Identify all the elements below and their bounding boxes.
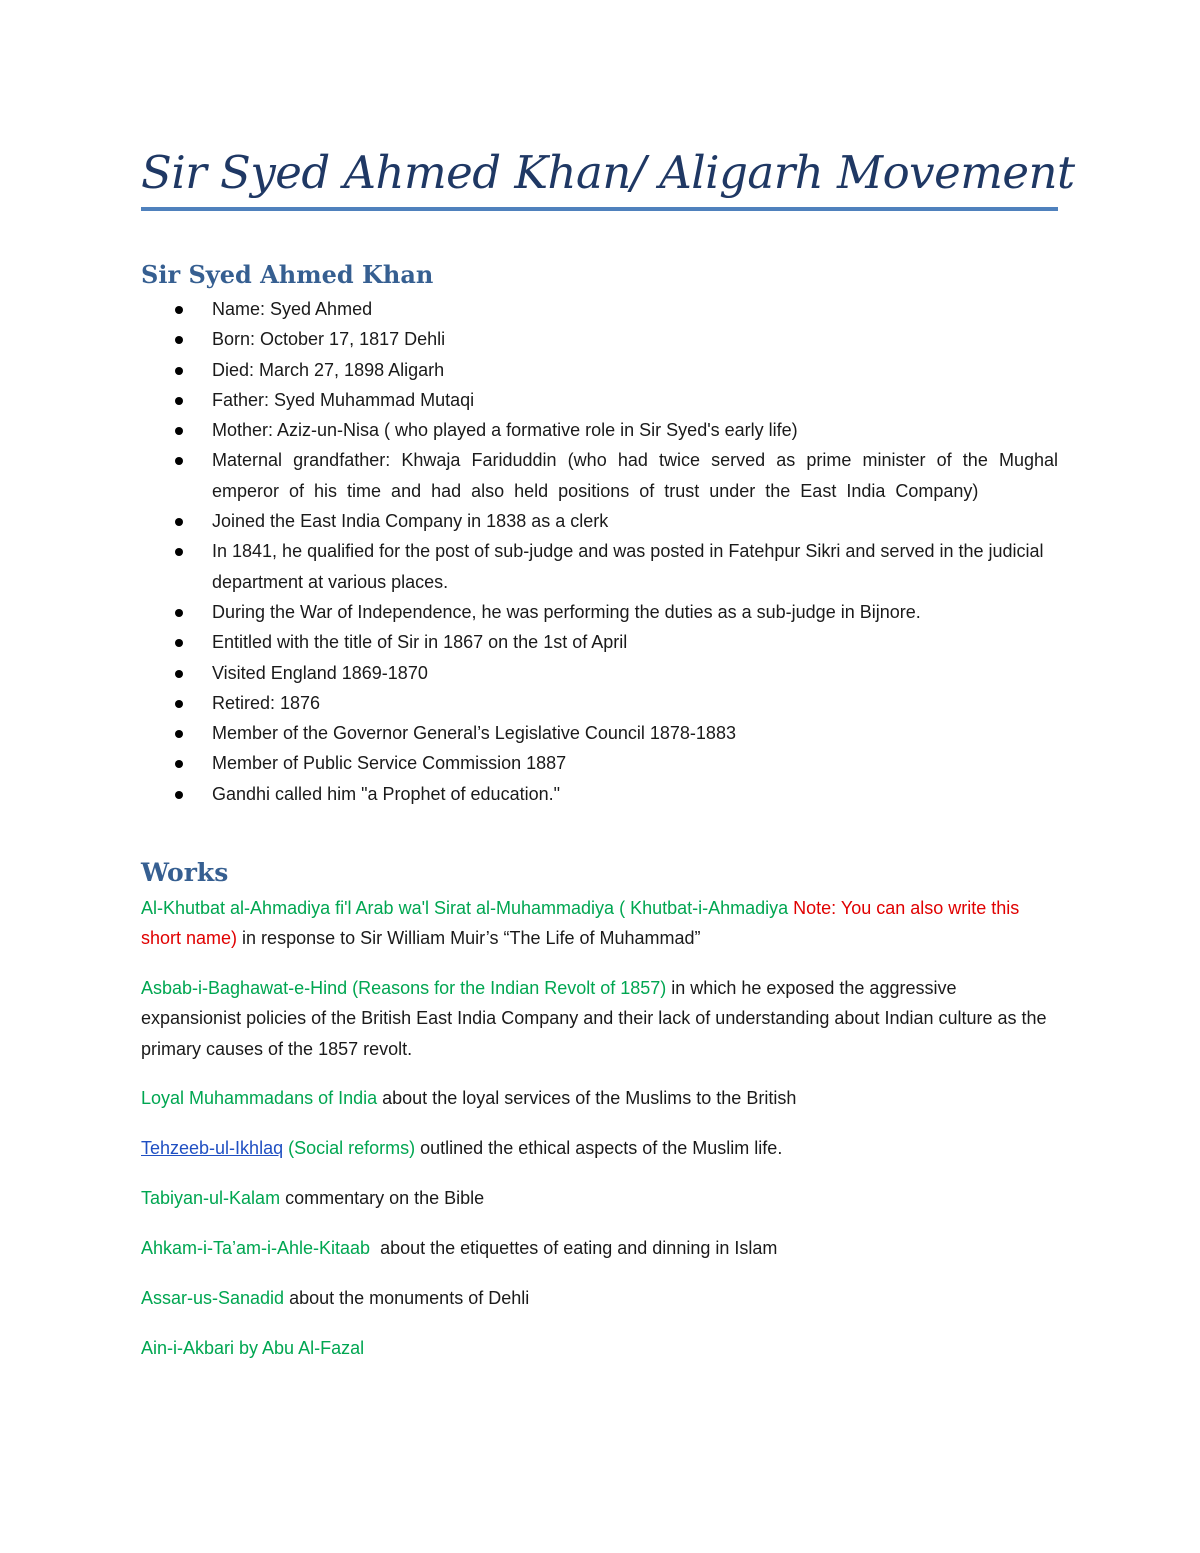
bullet-icon	[175, 427, 183, 435]
title-underline-rule	[141, 207, 1058, 211]
list-item: Mother: Aziz-un-Nisa ( who played a formative role in Sir Syed's early life)	[0, 415, 1058, 445]
list-item: In 1841, he qualified for the post of sub-judge and was posted in Fatehpur Sikri and served in the judicial department at various places.	[0, 536, 1058, 597]
bullet-icon	[175, 336, 183, 344]
list-item: Entitled with the title of Sir in 1867 on the 1st of April	[0, 627, 1058, 657]
work-paragraph-tabiyan	[141, 1183, 1061, 1213]
section-heading-sir-syed: Sir Syed Ahmed Khan	[141, 260, 434, 289]
work-description: commentary on the Bible	[280, 1188, 485, 1208]
work-title: Ain-i-Akbari by Abu Al-Fazal	[141, 1338, 365, 1358]
bullet-icon	[175, 670, 183, 678]
work-description: about the loyal services of the Muslims to the British	[377, 1088, 797, 1108]
work-description: outlined the ethical aspects of the Muslim life.	[415, 1138, 783, 1158]
work-paragraph-loyal-muhammadans	[141, 1083, 1061, 1113]
work-title: Al-Khutbat al-Ahmadiya fi'l Arab wa'l Sirat al-Muhammadiya ( Khutbat-i-Ahmadiya	[141, 898, 794, 918]
bullet-icon	[175, 367, 183, 375]
bullet-icon	[175, 609, 183, 617]
document-title: Sir Syed Ahmed Khan/ Aligarh Movement	[141, 146, 1075, 199]
list-item: Name: Syed Ahmed	[0, 294, 1058, 324]
work-description: in response to Sir William Muir’s “The Life of Muhammad”	[237, 928, 701, 949]
work-paragraph-asbab	[141, 973, 1061, 1064]
bullet-icon	[175, 397, 183, 405]
work-title: (Social reforms)	[283, 1138, 416, 1158]
work-title: Loyal Muhammadans of India	[141, 1088, 378, 1108]
work-paragraph-tehzeeb	[141, 1133, 1061, 1163]
bullet-icon	[175, 639, 183, 647]
list-item: Father: Syed Muhammad Mutaqi	[0, 385, 1058, 415]
list-item: Member of Public Service Commission 1887	[0, 748, 1058, 778]
list-item: Joined the East India Company in 1838 as a clerk	[0, 506, 1058, 536]
work-description: in which he exposed the aggressive expansionist policies of the British East India Company and their lack of understanding about Indian culture as the primary causes of the 1857 revolt.	[141, 978, 1047, 1059]
list-item: Member of the Governor General’s Legislative Council 1878-1883	[0, 718, 1058, 748]
work-note: Note: You can also write this short name)	[141, 898, 1020, 949]
list-item: During the War of Independence, he was performing the duties as a sub-judge in Bijnore.	[0, 597, 1058, 627]
list-item: Gandhi called him "a Prophet of education."	[0, 779, 1058, 809]
work-title: Asbab-i-Baghawat-e-Hind (Reasons for the Indian Revolt of 1857)	[141, 978, 667, 998]
work-description: about the etiquettes of eating and dinning in Islam	[370, 1238, 778, 1258]
work-paragraph-assar	[141, 1283, 1061, 1313]
work-paragraph-ain-i-akbari	[141, 1333, 1061, 1363]
bullet-icon	[175, 518, 183, 526]
list-item: Died: March 27, 1898 Aligarh	[0, 355, 1058, 385]
tehzeeb-link[interactable]: Tehzeeb-ul-Ikhlaq	[141, 1138, 284, 1158]
bullet-icon	[175, 700, 183, 708]
biography-facts-list	[0, 294, 1200, 809]
bullet-icon	[175, 548, 183, 556]
list-item: Visited England 1869-1870	[0, 658, 1058, 688]
work-title: Ahkam-i-Ta’am-i-Ahle-Kitaab	[141, 1238, 371, 1258]
list-item: Born: October 17, 1817 Dehli	[0, 324, 1058, 354]
bullet-icon	[175, 760, 183, 768]
bullet-icon	[175, 457, 183, 465]
bullet-icon	[175, 306, 183, 314]
bullet-icon	[175, 730, 183, 738]
work-title: Tabiyan-ul-Kalam	[141, 1188, 281, 1208]
work-paragraph-ahkam	[141, 1233, 1061, 1263]
work-paragraph-khutbat	[141, 893, 1061, 954]
list-item: Retired: 1876	[0, 688, 1058, 718]
work-title: Assar-us-Sanadid	[141, 1288, 285, 1308]
work-description: about the monuments of Dehli	[284, 1288, 530, 1308]
list-item: Maternal grandfather: Khwaja Fariduddin (who had twice served as prime minister of the Mughal emperor of his time and had also held positions of trust under the East India Company)	[0, 445, 1058, 506]
bullet-icon	[175, 791, 183, 799]
section-heading-works: Works	[141, 858, 229, 887]
